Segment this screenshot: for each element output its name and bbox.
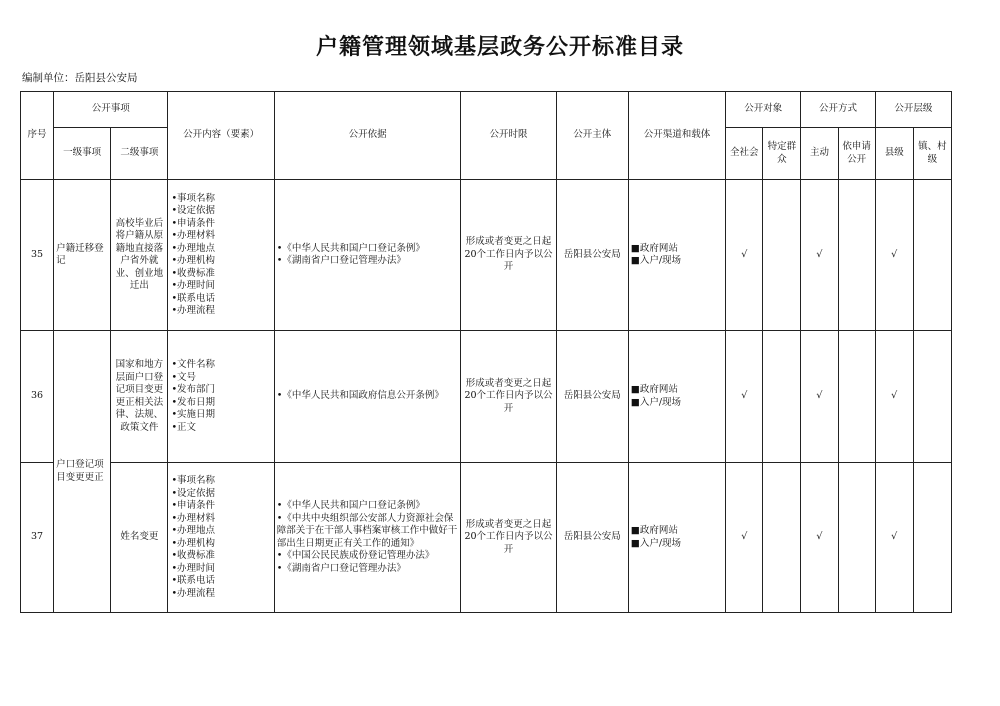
row-basis: •《中华人民共和国户口登记条例》 •《湖南省户口登记管理办法》	[274, 180, 461, 331]
row-method-request	[838, 331, 875, 463]
header-method-request: 依申请公开	[838, 128, 875, 180]
table-row	[21, 331, 952, 463]
header-target-all: 全社会	[726, 128, 763, 180]
row-subject: 岳阳县公安局	[556, 331, 628, 463]
header-content: 公开内容（要素）	[168, 92, 274, 180]
header-channel: 公开渠道和载体	[628, 92, 725, 180]
row-channel: ■政府网站 ■入户/现场	[628, 180, 725, 331]
row-target-specific	[763, 180, 801, 331]
row-seq: 35	[21, 180, 54, 331]
row-level-town	[913, 331, 951, 463]
row-target-specific	[763, 463, 801, 613]
row-time: 形成或者变更之日起20个工作日内予以公开	[461, 180, 556, 331]
row-level2: 高校毕业后将户籍从原籍地直接落户省外就业、创业地迁出	[111, 180, 168, 331]
table-row	[21, 463, 952, 613]
row-subject: 岳阳县公安局	[556, 463, 628, 613]
header-seq: 序号	[21, 92, 54, 180]
row-target-specific	[763, 331, 801, 463]
catalog-table	[20, 91, 952, 613]
row-subject: 岳阳县公安局	[556, 180, 628, 331]
row-target-all: √	[726, 463, 763, 613]
page-title: 户籍管理领域基层政务公开标准目录	[315, 35, 684, 60]
header-time: 公开时限	[461, 92, 556, 180]
row-method-active: √	[801, 180, 838, 331]
row-time: 形成或者变更之日起20个工作日内予以公开	[461, 331, 556, 463]
header-level-town: 镇、村级	[913, 128, 951, 180]
row-basis: •《中华人民共和国户口登记条例》 •《中共中央组织部公安部人力资源社会保障部关于在干部人事档案审核工作中做好干部出生日期更正有关工作的通知》 •《中国公民民族成份登记管理办法》 •《湖南省户口登记管理办法》	[274, 463, 461, 613]
row-level1: 户口登记项目变更更正	[54, 331, 111, 613]
header-level2: 二级事项	[111, 128, 168, 180]
row-level-county: √	[875, 331, 913, 463]
header-level-county: 县级	[875, 128, 913, 180]
row-level-county: √	[875, 463, 913, 613]
row-level1: 户籍迁移登记	[54, 180, 111, 331]
row-content: •事项名称 •设定依据 •申请条件 •办理材料 •办理地点 •办理机构 •收费标准 •办理时间 •联系电话 •办理流程	[168, 180, 274, 331]
header-subject: 公开主体	[556, 92, 628, 180]
row-channel: ■政府网站 ■入户/现场	[628, 331, 725, 463]
row-level-county: √	[875, 180, 913, 331]
header-method-active: 主动	[801, 128, 838, 180]
row-method-active: √	[801, 463, 838, 613]
header-method: 公开方式	[801, 92, 875, 128]
row-time: 形成或者变更之日起20个工作日内予以公开	[461, 463, 556, 613]
row-method-request	[838, 463, 875, 613]
header-items: 公开事项	[54, 92, 168, 128]
row-channel: ■政府网站 ■入户/现场	[628, 463, 725, 613]
row-level2: 姓名变更	[111, 463, 168, 613]
row-content: •文件名称 •文号 •发布部门 •发布日期 •实施日期 •正文	[168, 331, 274, 463]
row-level2: 国家和地方层面户口登记项目变更更正相关法律、法规、政策文件	[111, 331, 168, 463]
header-level1: 一级事项	[54, 128, 111, 180]
header-target: 公开对象	[726, 92, 801, 128]
row-basis: •《中华人民共和国政府信息公开条例》	[274, 331, 461, 463]
header-level: 公开层级	[875, 92, 951, 128]
row-method-active: √	[801, 331, 838, 463]
row-seq: 37	[21, 463, 54, 613]
row-seq: 36	[21, 331, 54, 463]
header-basis: 公开依据	[274, 92, 461, 180]
row-level-town	[913, 463, 951, 613]
row-target-all: √	[726, 331, 763, 463]
row-content: •事项名称 •设定依据 •申请条件 •办理材料 •办理地点 •办理机构 •收费标准 •办理时间 •联系电话 •办理流程	[168, 463, 274, 613]
row-level-town	[913, 180, 951, 331]
row-target-all: √	[726, 180, 763, 331]
table-row	[21, 180, 952, 331]
compiling-unit: 编制单位：岳阳县公安局	[22, 72, 138, 84]
row-method-request	[838, 180, 875, 331]
header-target-specific: 特定群众	[763, 128, 801, 180]
